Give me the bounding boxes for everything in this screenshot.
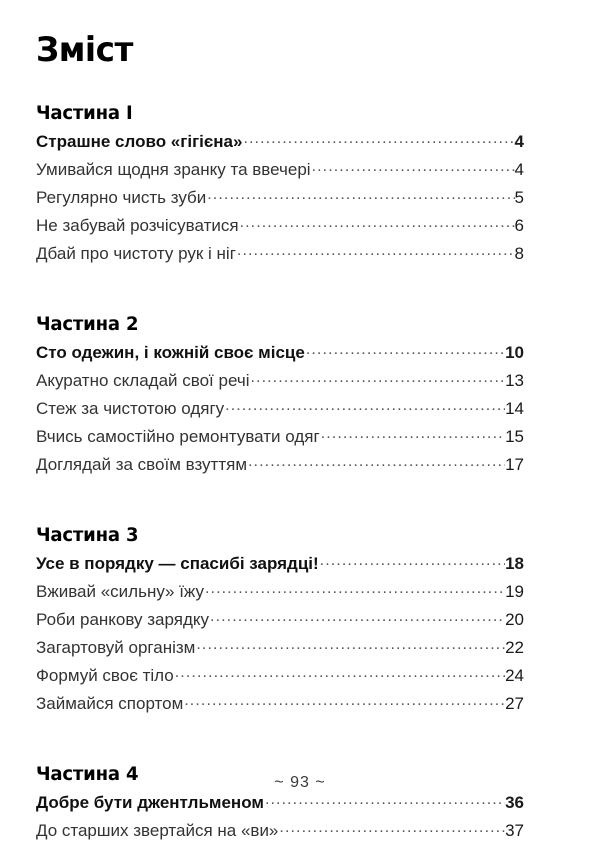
dot-leader (240, 214, 515, 231)
toc-entry-page-number: 5 (514, 188, 524, 207)
toc-entry-page-number: 24 (505, 666, 524, 685)
page-title: Зміст (36, 30, 133, 70)
toc-entry[interactable] (36, 634, 524, 662)
dot-leader (210, 608, 505, 625)
toc-entry-label: Добре бути джентльменом (36, 793, 264, 812)
toc-entry-label: Умивайся щодня зранку та ввечері (36, 160, 311, 179)
toc-entry[interactable] (36, 367, 524, 395)
toc-entry-label: Акуратно складай свої речі (36, 371, 250, 390)
toc-entry-page-number: 6 (514, 216, 524, 235)
dot-leader (312, 158, 515, 175)
toc-entry[interactable] (36, 662, 524, 690)
toc-section (36, 312, 524, 479)
toc-entry-page-number: 36 (505, 793, 524, 812)
toc-entry[interactable] (36, 184, 524, 212)
dot-leader (184, 692, 505, 709)
dot-leader (237, 242, 515, 259)
toc-entry-label: Сто одежин, і кожній своє місце (36, 343, 305, 362)
toc-entry-label: До старших звертайся на «ви» (36, 821, 279, 840)
dot-leader (320, 552, 505, 569)
toc-entry-page-number: 10 (505, 343, 524, 362)
dot-leader (279, 819, 505, 836)
dot-leader (306, 341, 505, 358)
toc-entry-label: Страшне слово «гігієна» (36, 132, 243, 151)
toc-entry-label: Стеж за чистотою одягу (36, 399, 225, 418)
section-heading: Частина 3 (36, 524, 139, 546)
toc-entry[interactable] (36, 240, 524, 268)
section-heading: Частина 4 (36, 763, 139, 785)
toc-entry-page-number: 22 (505, 638, 524, 657)
toc-entry[interactable] (36, 395, 524, 423)
dot-leader (243, 130, 514, 147)
toc-entry[interactable] (36, 212, 524, 240)
dot-leader (250, 369, 505, 386)
toc-entry-label: Вчись самостійно ремонтувати одяг (36, 427, 320, 446)
dot-leader (321, 425, 505, 442)
toc-entry-page-number: 4 (514, 160, 524, 179)
toc-entry-page-number: 13 (505, 371, 524, 390)
toc-entry-label: Усе в порядку — спасибі зарядці! (36, 554, 319, 573)
toc-section-list (36, 101, 524, 845)
toc-entry-page-number: 20 (505, 610, 524, 629)
toc-entry-page-number: 37 (505, 821, 524, 840)
toc-entry[interactable] (36, 690, 524, 718)
toc-entry-page-number: 18 (505, 554, 524, 573)
dot-leader (196, 636, 505, 653)
toc-entry[interactable] (36, 128, 524, 156)
toc-section (36, 523, 524, 718)
dot-leader (175, 664, 505, 681)
toc-entry-page-number: 17 (505, 455, 524, 474)
toc-entry-label: Доглядай за своїм взуттям (36, 455, 248, 474)
dot-leader (248, 453, 505, 470)
toc-entry-page-number: 15 (505, 427, 524, 446)
toc-entry-label: Дбай про чистоту рук і ніг (36, 244, 236, 263)
toc-entry-page-number: 19 (505, 582, 524, 601)
toc-entry-label: Регулярно чисть зуби (36, 188, 207, 207)
toc-entry-label: Займайся спортом (36, 694, 184, 713)
toc-entry[interactable] (36, 156, 524, 184)
toc-entry-label: Формуй своє тіло (36, 666, 174, 685)
toc-entry-label: Не забувай розчісуватися (36, 216, 239, 235)
dot-leader (207, 186, 514, 203)
toc-entry[interactable] (36, 550, 524, 578)
toc-entry[interactable] (36, 423, 524, 451)
toc-entry-page-number: 8 (514, 244, 524, 263)
toc-entry-label: Вживай «сильну» їжу (36, 582, 204, 601)
toc-entry-page-number: 27 (505, 694, 524, 713)
dot-leader (225, 397, 505, 414)
toc-entry-label: Роби ранкову зарядку (36, 610, 210, 629)
toc-entry[interactable] (36, 606, 524, 634)
section-heading: Частина 2 (36, 313, 139, 335)
toc-entry[interactable] (36, 451, 524, 479)
toc-section (36, 101, 524, 268)
toc-entry-page-number: 4 (514, 132, 524, 151)
toc-entry[interactable] (36, 817, 524, 845)
toc-entry[interactable] (36, 578, 524, 606)
dot-leader (205, 580, 505, 597)
toc-entry-label: Загартовуй організм (36, 638, 196, 657)
toc-entry[interactable] (36, 339, 524, 367)
section-heading: Частина I (36, 102, 133, 124)
toc-entry-page-number: 14 (505, 399, 524, 418)
page-folio: ~ 93 ~ (274, 774, 326, 791)
